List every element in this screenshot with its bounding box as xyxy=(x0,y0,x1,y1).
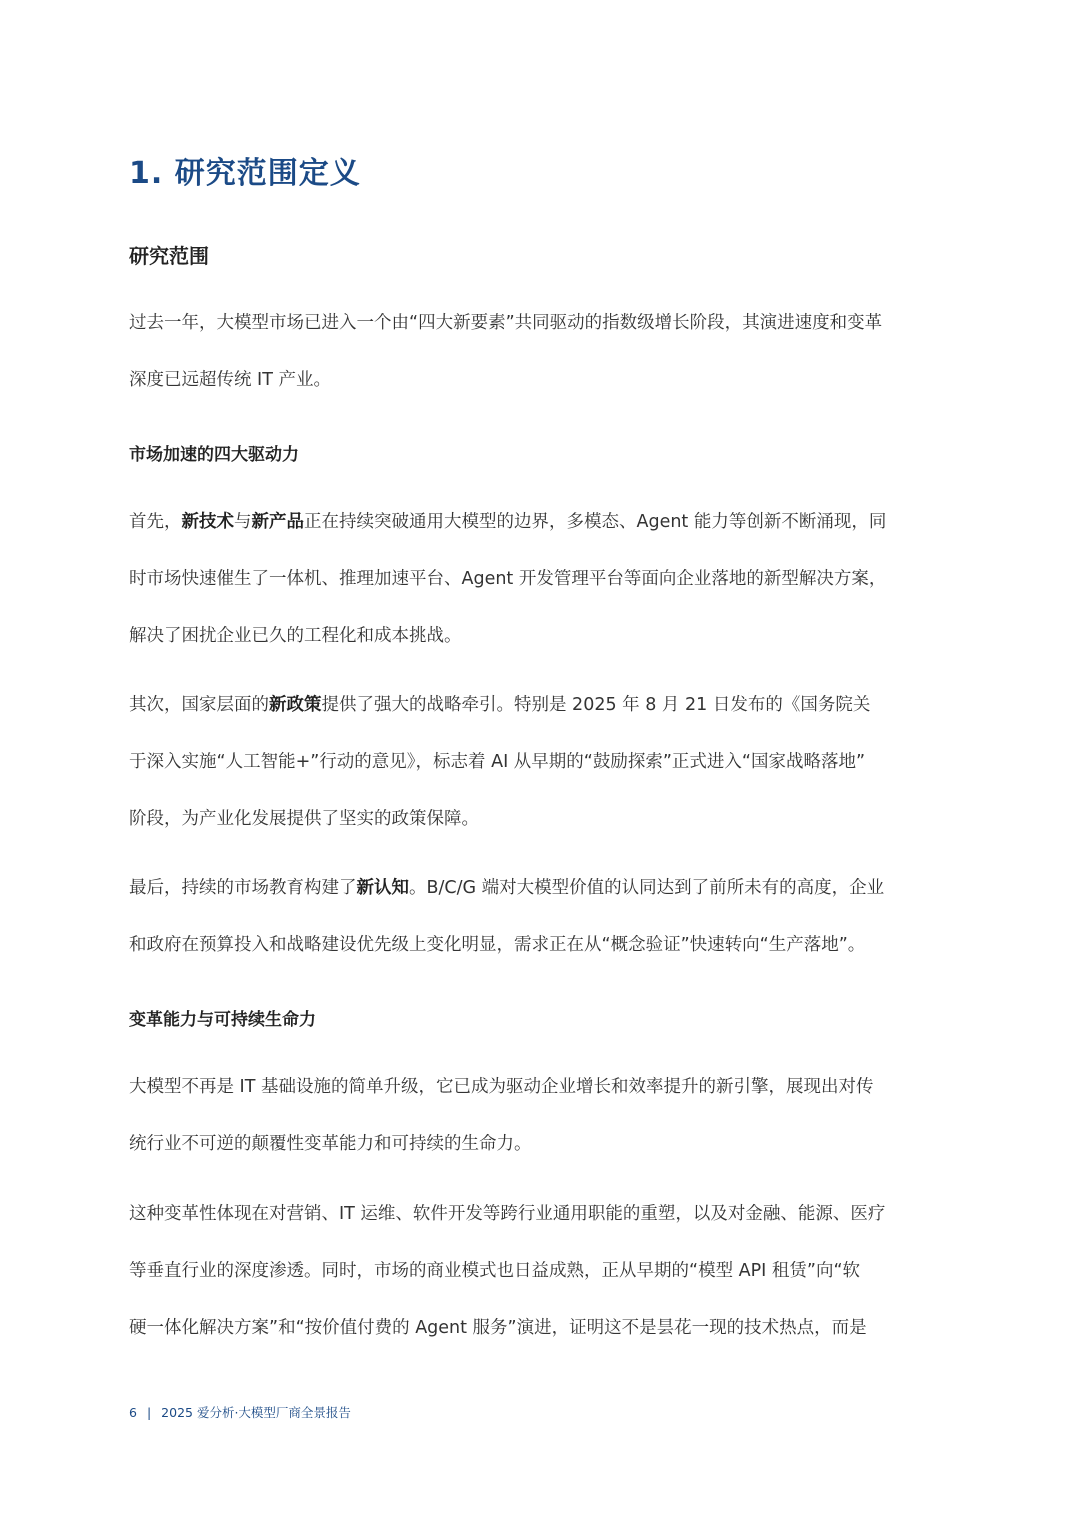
text-run: 其次，国家层面的 xyxy=(129,695,269,715)
paragraph-line xyxy=(129,693,951,750)
transform-heading: 变革能力与可持续生命力 xyxy=(129,1010,316,1030)
text-run: 。B/C/G 端对大模型价值的认同达到了前所未有的高度，企业 xyxy=(409,878,885,898)
emphasis-new-technology: 新技术 xyxy=(181,512,234,532)
transform-paragraph-2 xyxy=(129,1202,951,1373)
paragraph-line: 时市场快速催生了一体机、推理加速平台、Agent 开发管理平台等面向企业落地的新型解决方案， xyxy=(129,569,887,589)
paragraph-line xyxy=(129,510,951,567)
intro-paragraph xyxy=(129,311,951,425)
report-title: 2025 爱分析·大模型厂商全景报告 xyxy=(161,1405,351,1420)
driver-paragraph-2 xyxy=(129,693,951,864)
paragraph-line: 统行业不可逆的颠覆性变革能力和可持续的生命力。 xyxy=(129,1134,532,1154)
text-run: 提供了强大的战略牵引。特别是 2025 年 8 月 21 日发布的《国务院关 xyxy=(321,695,871,715)
text-run: 最后，持续的市场教育构建了 xyxy=(129,878,357,898)
driver-paragraph-3 xyxy=(129,876,951,990)
paragraph-line: 和政府在预算投入和战略建设优先级上变化明显，需求正在从“概念验证”快速转向“生产落地”。 xyxy=(129,935,866,955)
text-run: 首先， xyxy=(129,512,182,532)
paragraph-line: 等垂直行业的深度渗透。同时，市场的商业模式也日益成熟，正从早期的“模型 API 租赁”向“软 xyxy=(129,1261,861,1281)
paragraph-line: 于深入实施“人工智能+”行动的意见》，标志着 AI 从早期的“鼓励探索”正式进入“国家战略落地” xyxy=(129,752,866,772)
page-footer xyxy=(129,1403,351,1421)
paragraph-line xyxy=(129,876,951,933)
paragraph-line: 阶段，为产业化发展提供了坚实的政策保障。 xyxy=(129,809,479,829)
emphasis-new-policy: 新政策 xyxy=(269,695,322,715)
paragraph-line: 过去一年，大模型市场已进入一个由“四大新要素”共同驱动的指数级增长阶段，其演进速度和变革 xyxy=(129,313,883,333)
footer-separator: | xyxy=(146,1405,152,1420)
paragraph-line: 这种变革性体现在对营销、IT 运维、软件开发等跨行业通用职能的重塑，以及对金融、能源、医疗 xyxy=(129,1204,886,1224)
page-number: 6 xyxy=(129,1405,137,1420)
transform-paragraph-1 xyxy=(129,1075,951,1189)
paragraph-line: 硬一体化解决方案”和“按价值付费的 Agent 服务”演进，证明这不是昙花一现的技术热点，而是 xyxy=(129,1318,867,1338)
text-run: 与 xyxy=(234,512,252,532)
drivers-heading: 市场加速的四大驱动力 xyxy=(129,445,299,465)
paragraph-line: 大模型不再是 IT 基础设施的简单升级，它已成为驱动企业增长和效率提升的新引擎，展现出对传 xyxy=(129,1077,874,1097)
emphasis-new-product: 新产品 xyxy=(251,512,304,532)
chapter-title: 1. 研究范围定义 xyxy=(129,156,361,191)
paragraph-line: 深度已远超传统 IT 产业。 xyxy=(129,370,331,390)
section-heading: 研究范围 xyxy=(129,244,209,268)
paragraph-line: 解决了困扰企业已久的工程化和成本挑战。 xyxy=(129,626,462,646)
driver-paragraph-1 xyxy=(129,510,951,681)
text-run: 正在持续突破通用大模型的边界，多模态、Agent 能力等创新不断涌现，同 xyxy=(304,512,887,532)
emphasis-new-cognition: 新认知 xyxy=(356,878,409,898)
